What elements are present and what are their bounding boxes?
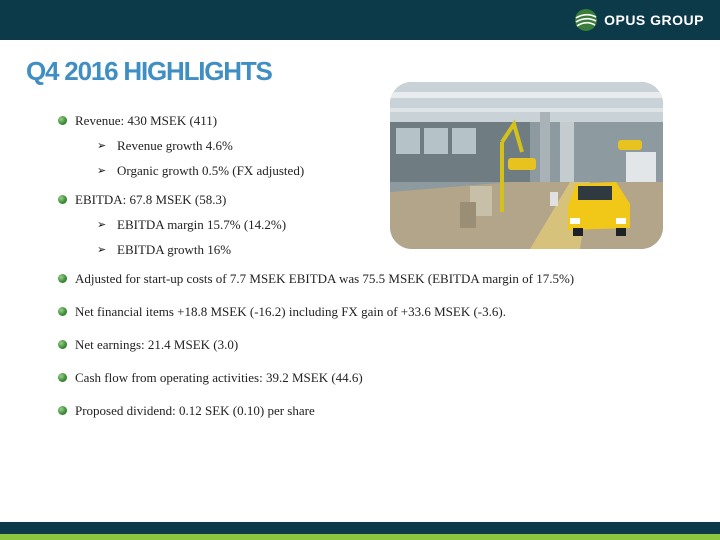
bullet-dot-icon bbox=[58, 116, 67, 125]
bullet-item bbox=[58, 113, 698, 179]
arrow-bullet-icon: ➢ bbox=[97, 218, 107, 231]
bullet-item bbox=[58, 192, 698, 258]
sub-bullet-text: Revenue growth 4.6% bbox=[117, 138, 233, 153]
bullet-item bbox=[58, 304, 698, 320]
sub-bullet-item bbox=[75, 138, 698, 154]
sub-bullet-text: EBITDA margin 15.7% (14.2%) bbox=[117, 217, 287, 232]
highlights-list bbox=[58, 113, 698, 436]
sub-bullet-list bbox=[75, 138, 698, 179]
company-logo[interactable] bbox=[574, 6, 704, 34]
bullet-text: Net financial items +18.8 MSEK (-16.2) including FX gain of +33.6 MSEK (-3.6). bbox=[75, 304, 506, 319]
sub-bullet-item bbox=[75, 217, 698, 233]
bullet-text: Cash flow from operating activities: 39.2 MSEK (44.6) bbox=[75, 370, 363, 385]
sub-bullet-text: Organic growth 0.5% (FX adjusted) bbox=[117, 163, 305, 178]
bullet-text: Net earnings: 21.4 MSEK (3.0) bbox=[75, 337, 239, 352]
footer-accent-stripe bbox=[0, 534, 720, 540]
header-bar bbox=[0, 0, 720, 40]
bullet-item bbox=[58, 271, 698, 287]
bullet-dot-icon bbox=[58, 406, 67, 415]
bullet-dot-icon bbox=[58, 274, 67, 283]
footer-bar bbox=[0, 522, 720, 534]
sub-bullet-text: EBITDA growth 16% bbox=[117, 242, 232, 257]
bullet-text: Revenue: 430 MSEK (411) bbox=[75, 113, 218, 128]
globe-logo-icon bbox=[574, 8, 598, 32]
bullet-dot-icon bbox=[58, 195, 67, 204]
bullet-dot-icon bbox=[58, 340, 67, 349]
logo-text: OPUS GROUP bbox=[604, 12, 704, 28]
bullet-dot-icon bbox=[58, 307, 67, 316]
bullet-item bbox=[58, 403, 698, 419]
bullet-text: EBITDA: 67.8 MSEK (58.3) bbox=[75, 192, 227, 207]
sub-bullet-item bbox=[75, 242, 698, 258]
sub-bullet-list bbox=[75, 217, 698, 258]
bullet-item bbox=[58, 370, 698, 386]
bullet-text: Adjusted for start-up costs of 7.7 MSEK EBITDA was 75.5 MSEK (EBITDA margin of 17.5%) bbox=[75, 271, 575, 286]
slide-title: Q4 2016 HIGHLIGHTS bbox=[26, 56, 272, 86]
sub-bullet-item bbox=[75, 163, 698, 179]
bullet-text: Proposed dividend: 0.12 SEK (0.10) per share bbox=[75, 403, 315, 418]
arrow-bullet-icon: ➢ bbox=[97, 243, 107, 256]
arrow-bullet-icon: ➢ bbox=[97, 164, 107, 177]
arrow-bullet-icon: ➢ bbox=[97, 139, 107, 152]
bullet-item bbox=[58, 337, 698, 353]
bullet-dot-icon bbox=[58, 373, 67, 382]
